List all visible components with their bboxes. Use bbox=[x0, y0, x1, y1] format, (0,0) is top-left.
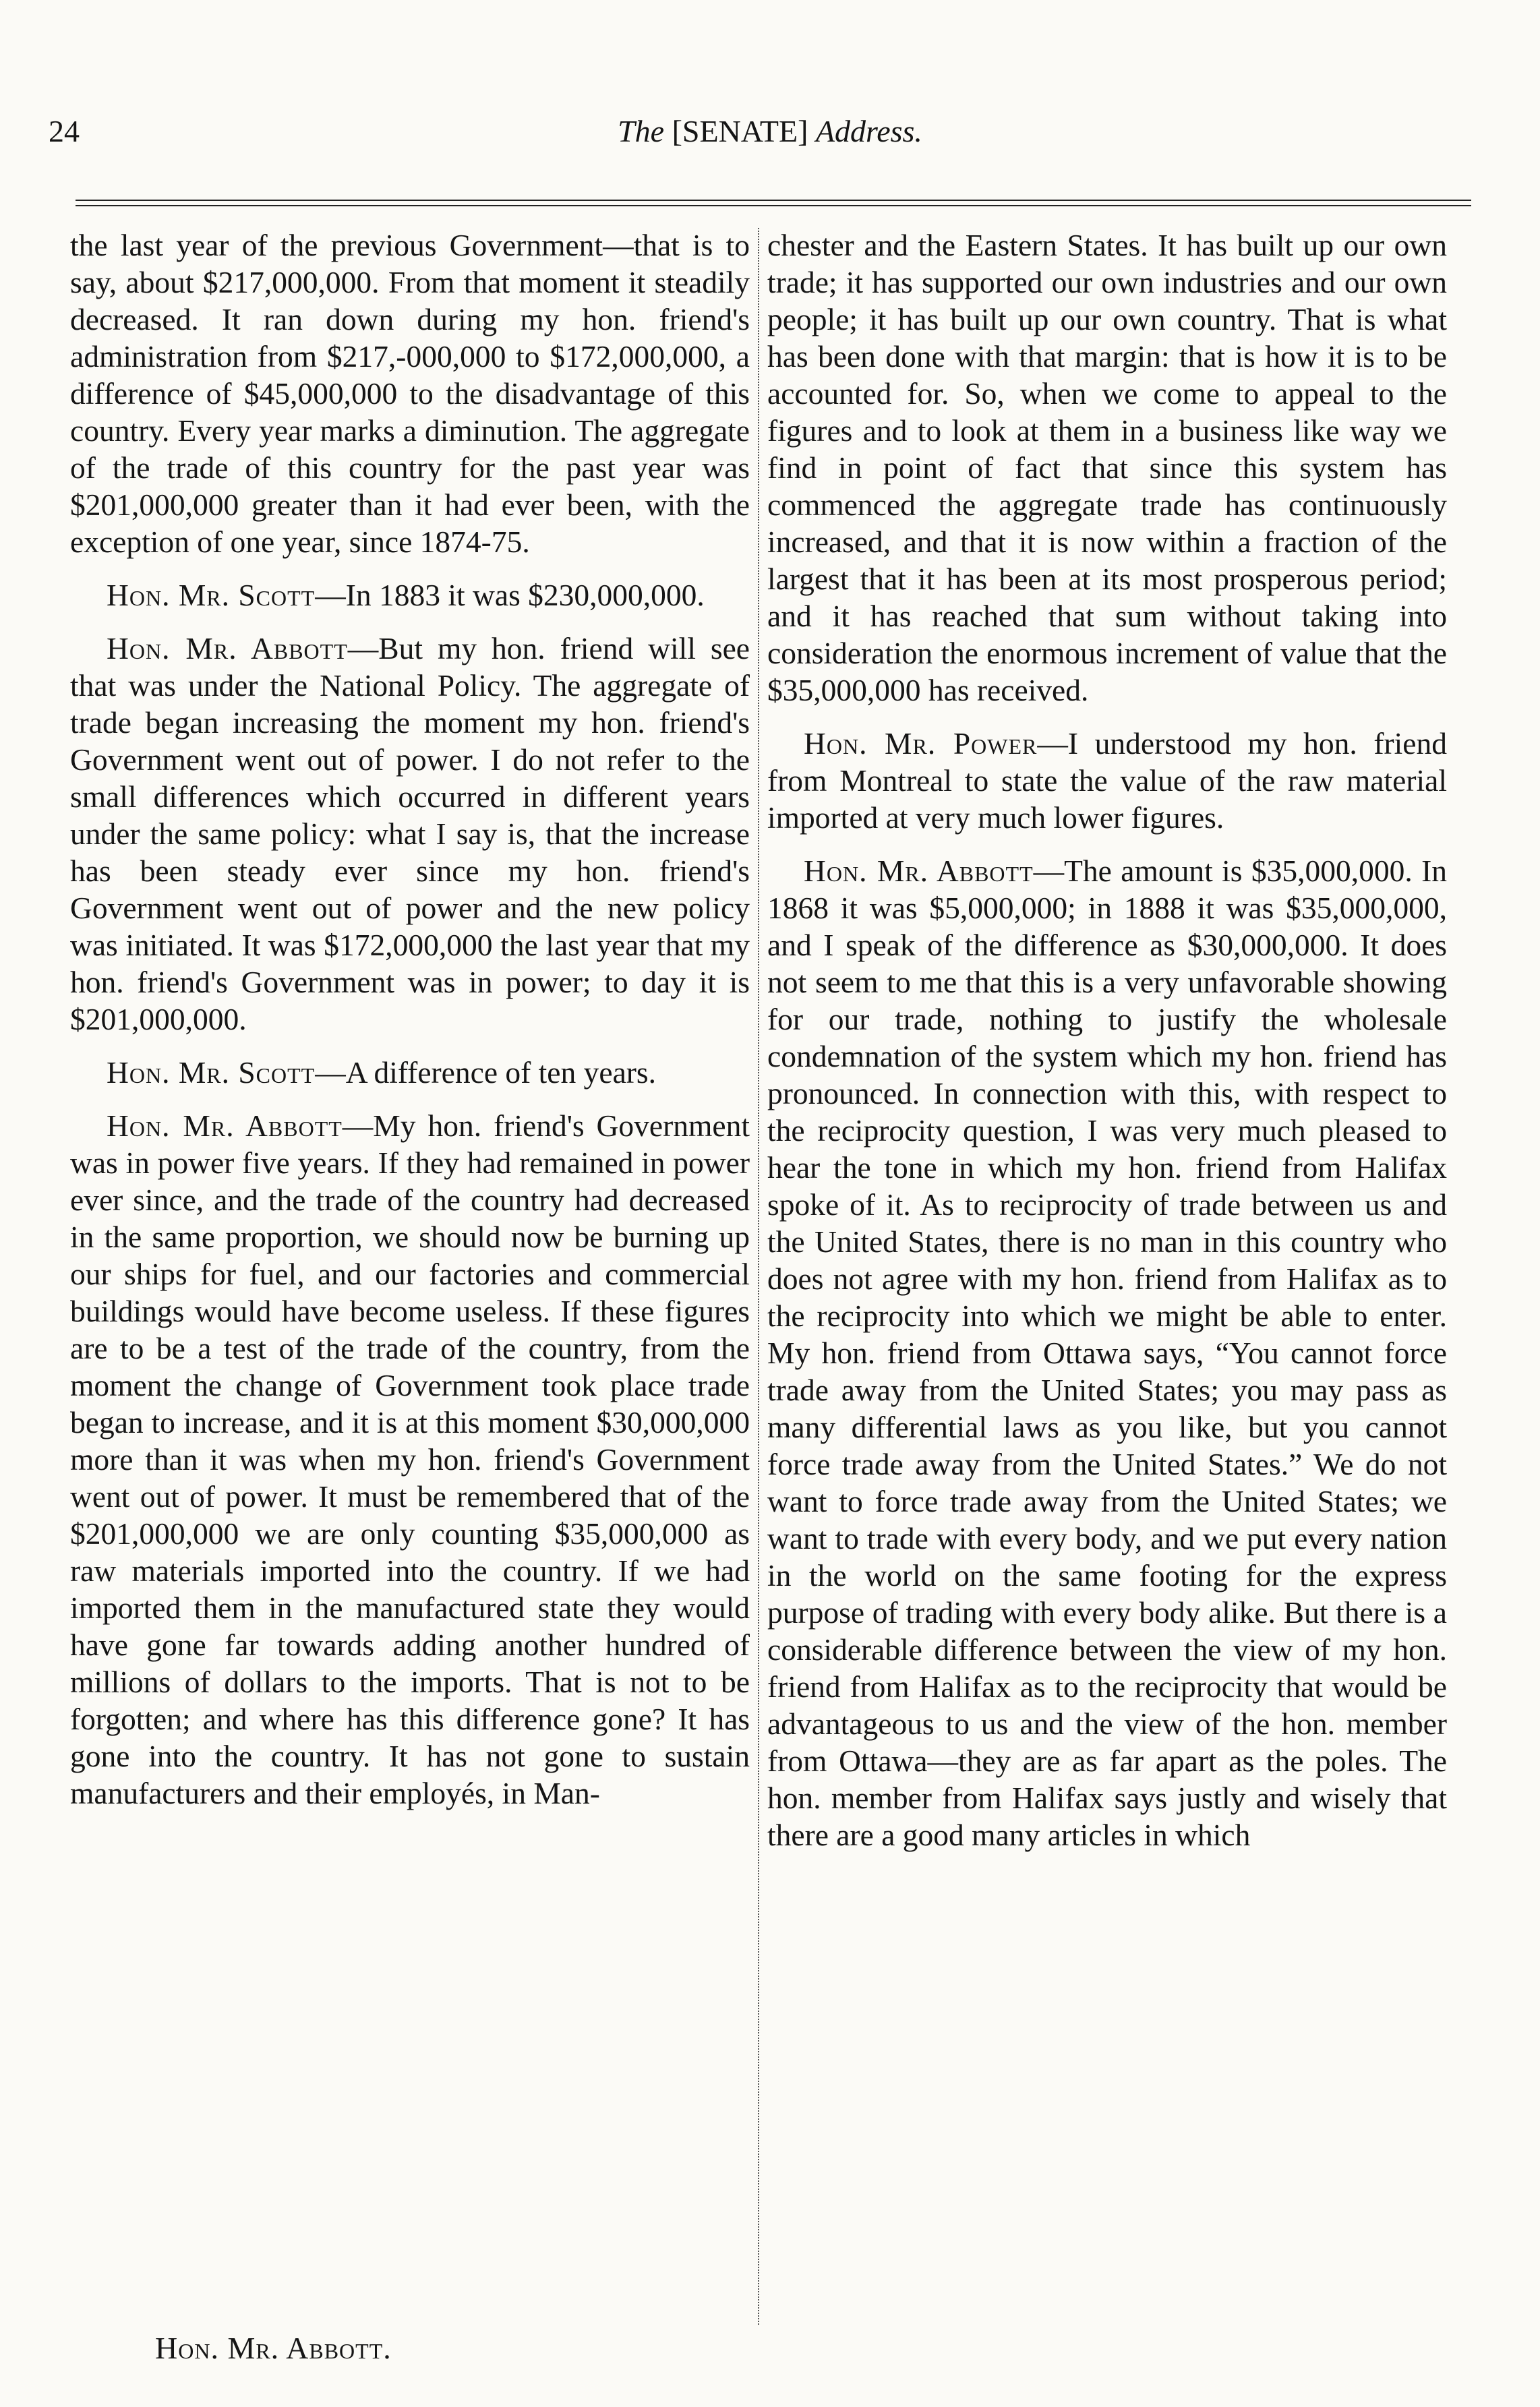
right-paragraph-3 bbox=[767, 852, 1447, 1853]
page-number: 24 bbox=[49, 114, 80, 148]
left-paragraph-3 bbox=[70, 630, 750, 1038]
left-column bbox=[70, 227, 750, 2344]
speech-text: —A difference of ten years. bbox=[315, 1055, 656, 1090]
running-head-address: Address. bbox=[815, 114, 922, 148]
speech-text: —My hon. friend's Government was in power five years. If they had remained in power ever since, and the trade of the country had decreased in the same proportion, we should now be burning up our ships for fuel, and our factories and commercial buildings would have become useless. If these figures are to be a test of the trade of the country, from the moment the change of Government took place trade began to increase, and it is at this moment $30,000,000 more than it was when my hon. friend's Government went out of power. It must be remembered that of the $201,000,000 we are only counting $35,000,000 as raw materials imported into the country. If we had imported them in the manufactured state they would have gone far towards adding another hundred of millions of dollars to the imports. That is not to be forgotten; and where has this difference gone? It has gone into the country. It has not gone to sustain manufacturers and their employés, in Man- bbox=[70, 1108, 750, 1810]
speaker-name: Hon. Mr. Abbott bbox=[107, 1108, 343, 1143]
left-paragraph-5 bbox=[70, 1107, 750, 1812]
left-paragraph-2 bbox=[70, 576, 750, 614]
footer-speaker: Hon. Mr. Abbott. bbox=[155, 2331, 392, 2365]
speaker-name: Hon. Mr. Abbott bbox=[804, 854, 1034, 888]
speech-text: —But my hon. friend will see that was under the National Policy. The aggregate of trade began increasing the moment my hon. friend's Government went out of power. I do not refer to the small differences which occurred in different years under the same policy: what I say is, that the increase has been steady ever since my hon. friend's Government went out of power and the new policy was initiated. It was $172,000,000 the last year that my hon. friend's Government was in power; to day it is $201,000,000. bbox=[70, 631, 750, 1036]
speech-text: —I understood my hon. friend from Montreal to state the value of the raw material imported at very much lower figures. bbox=[767, 726, 1447, 835]
header-rule-top bbox=[76, 200, 1471, 201]
speaker-name: Hon. Mr. Scott bbox=[107, 578, 316, 612]
right-paragraph-1: chester and the Eastern States. It has built up our own trade; it has supported our own industries and our own people; it has built up our own country. That is what has been done with that margin: that is how it is to be accounted for. So, when we come to appeal to the figures and to look at them in a business like way we find in point of fact that since this system has commenced the aggregate trade has continuously increased, and that it is now within a fraction of the largest that it has been at its most prosperous period; and it has reached that sum without taking into consideration the enormous increment of value that the $35,000,000 has received. bbox=[767, 228, 1447, 707]
right-paragraph-2 bbox=[767, 725, 1447, 836]
speech-text: —In 1883 it was $230,000,000. bbox=[315, 578, 705, 612]
speaker-name: Hon. Mr. Power bbox=[804, 726, 1038, 761]
speaker-name: Hon. Mr. Scott bbox=[107, 1055, 316, 1090]
right-column bbox=[767, 227, 1447, 2344]
running-head bbox=[0, 113, 1540, 149]
left-paragraph-4 bbox=[70, 1054, 750, 1091]
header-rule-bottom bbox=[76, 205, 1471, 206]
running-head-the: The bbox=[618, 114, 665, 148]
speaker-name: Hon. Mr. Abbott bbox=[107, 631, 348, 665]
left-paragraph-1: the last year of the previous Government—that is to say, about $217,000,000. From that moment it steadily decreased. It ran down during my hon. friend's administration from $217,-000,000 to $172,000,000, a difference of $45,000,000 to the disadvantage of this country. Every year marks a diminution. The aggregate of the trade of this country for the past year was $201,000,000 greater than it had ever been, with the exception of one year, since 1874-75. bbox=[70, 228, 750, 559]
column-divider bbox=[758, 228, 759, 2325]
speech-text: —The amount is $35,000,000. In 1868 it was $5,000,000; in 1888 it was $35,000,000, and I speak of the difference as $30,000,000. It does not seem to me that this is a very unfavorable showing for our trade, nothing to justify the wholesale condemnation of the system which my hon. friend has pronounced. In connection with this, with respect to the reciprocity question, I was very much pleased to hear the tone in which my hon. friend from Halifax spoke of it. As to reciprocity of trade between us and the United States, there is no man in this country who does not agree with my hon. friend from Halifax as to the reciprocity into which we might be able to enter. My hon. friend from Ottawa says, “You cannot force trade away from the United States; you may pass as many differential laws as you like, but you cannot force trade away from the United States.” We do not want to force trade away from the United States; we want to trade with every body, and we put every nation in the world on the same footing for the express purpose of trading with every body alike. But there is a considerable difference between the view of my hon. friend from Halifax as to the reciprocity that would be advantageous to us and the view of the hon. member from Ottawa—they are as far apart as the poles. The hon. member from Halifax says justly and wisely that there are a good many articles in which bbox=[767, 854, 1447, 1852]
running-head-senate: [SENATE] bbox=[672, 114, 808, 148]
